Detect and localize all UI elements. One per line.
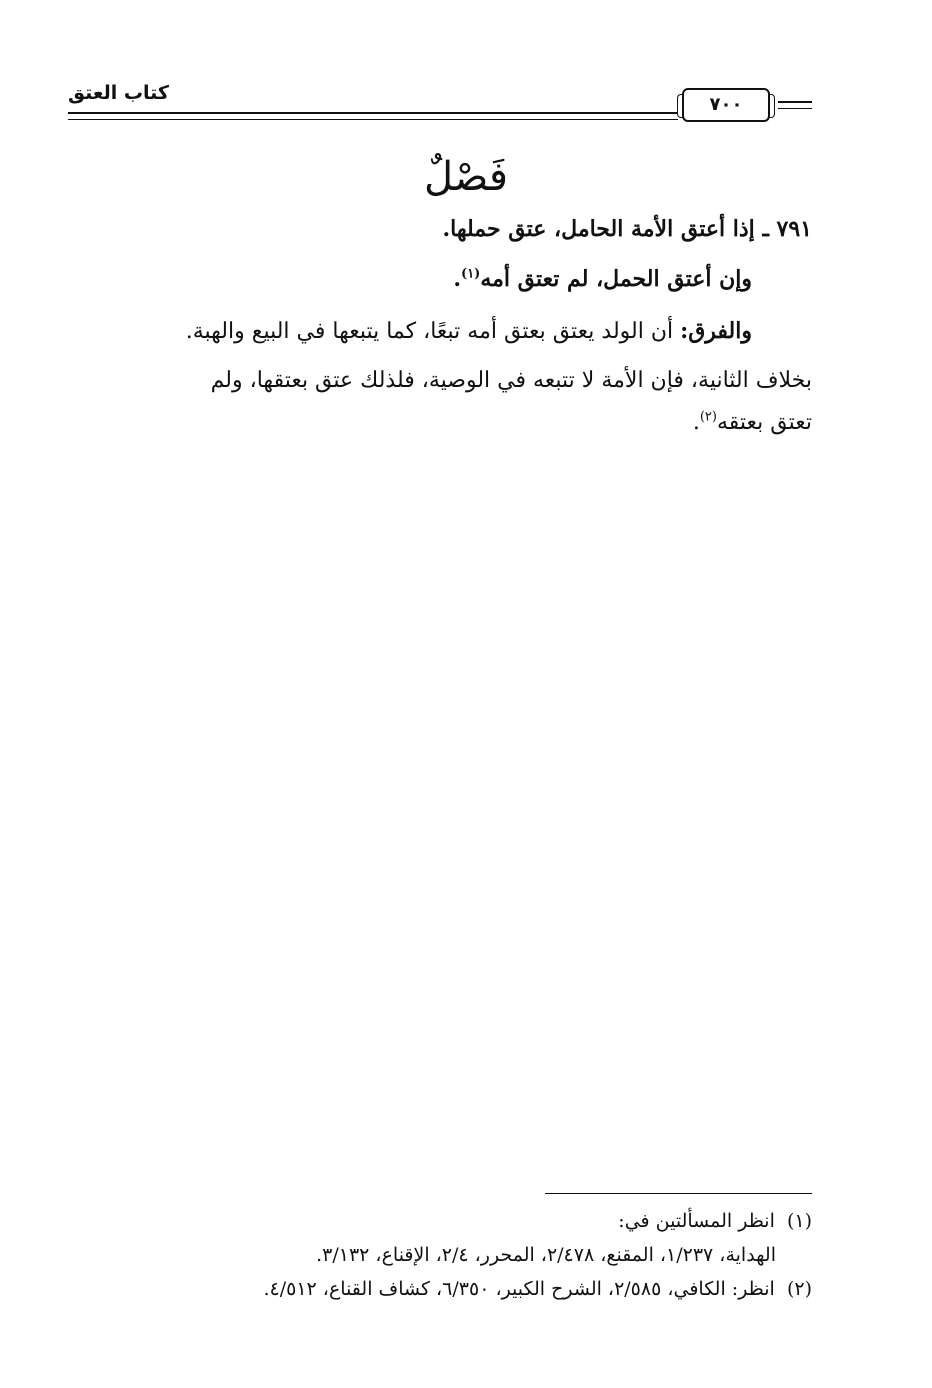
footnote-2-label: (٢)	[786, 1278, 812, 1300]
difference-text: أن الولد يعتق بعتق أمه تبعًا، كما يتبعها في البيع والهبة.	[185, 319, 681, 344]
footnote-1-text: انظر المسألتين في:	[618, 1210, 775, 1232]
footnote-ref-2[interactable]: (٢)	[699, 409, 717, 425]
header-rule-right	[778, 101, 812, 109]
footnote-2-text: انظر: الكافي، ٢/٥٨٥، الشرح الكبير، ٦/٣٥٠، كشاف القناع، ٤/٥١٢.	[263, 1278, 775, 1300]
running-title: كتاب العتق	[68, 82, 169, 104]
second-case-line	[453, 266, 752, 292]
second-case-text: وإن أعتق الحمل، لم تعتق أمه	[480, 266, 752, 292]
footnote-1-continuation: الهداية، ١/٢٣٧، المقنع، ٢/٤٧٨، المحرر، ٢/٤، الإقناع، ٣/١٣٢.	[316, 1244, 776, 1266]
section-heading: فَصْلٌ	[423, 154, 509, 200]
footnote-1-label: (١)	[786, 1210, 812, 1232]
header-rule-left	[68, 112, 678, 120]
footnote-separator	[545, 1193, 812, 1194]
contrast-line-end	[693, 410, 812, 435]
contrast-text: بخلاف الثانية، فإن الأمة لا تتبعه في الوصية، فلذلك عتق بعتقها، ولم	[210, 368, 812, 393]
contrast-end-text: تعتق بعتقه	[716, 410, 812, 435]
footnote-1	[618, 1210, 812, 1232]
difference-line	[186, 318, 752, 344]
contrast-end-dot: .	[692, 410, 700, 435]
second-case-end: .	[453, 266, 462, 292]
page-number: ٧٠٠	[682, 88, 770, 122]
difference-label: والفرق:	[680, 318, 752, 344]
contrast-line	[211, 368, 812, 393]
page-header	[68, 82, 812, 126]
footnote-2	[263, 1278, 812, 1300]
issue-line: ٧٩١ ـ إذا أعتق الأمة الحامل، عتق حملها.	[442, 216, 812, 242]
footnote-ref-1[interactable]: (١)	[461, 266, 481, 282]
